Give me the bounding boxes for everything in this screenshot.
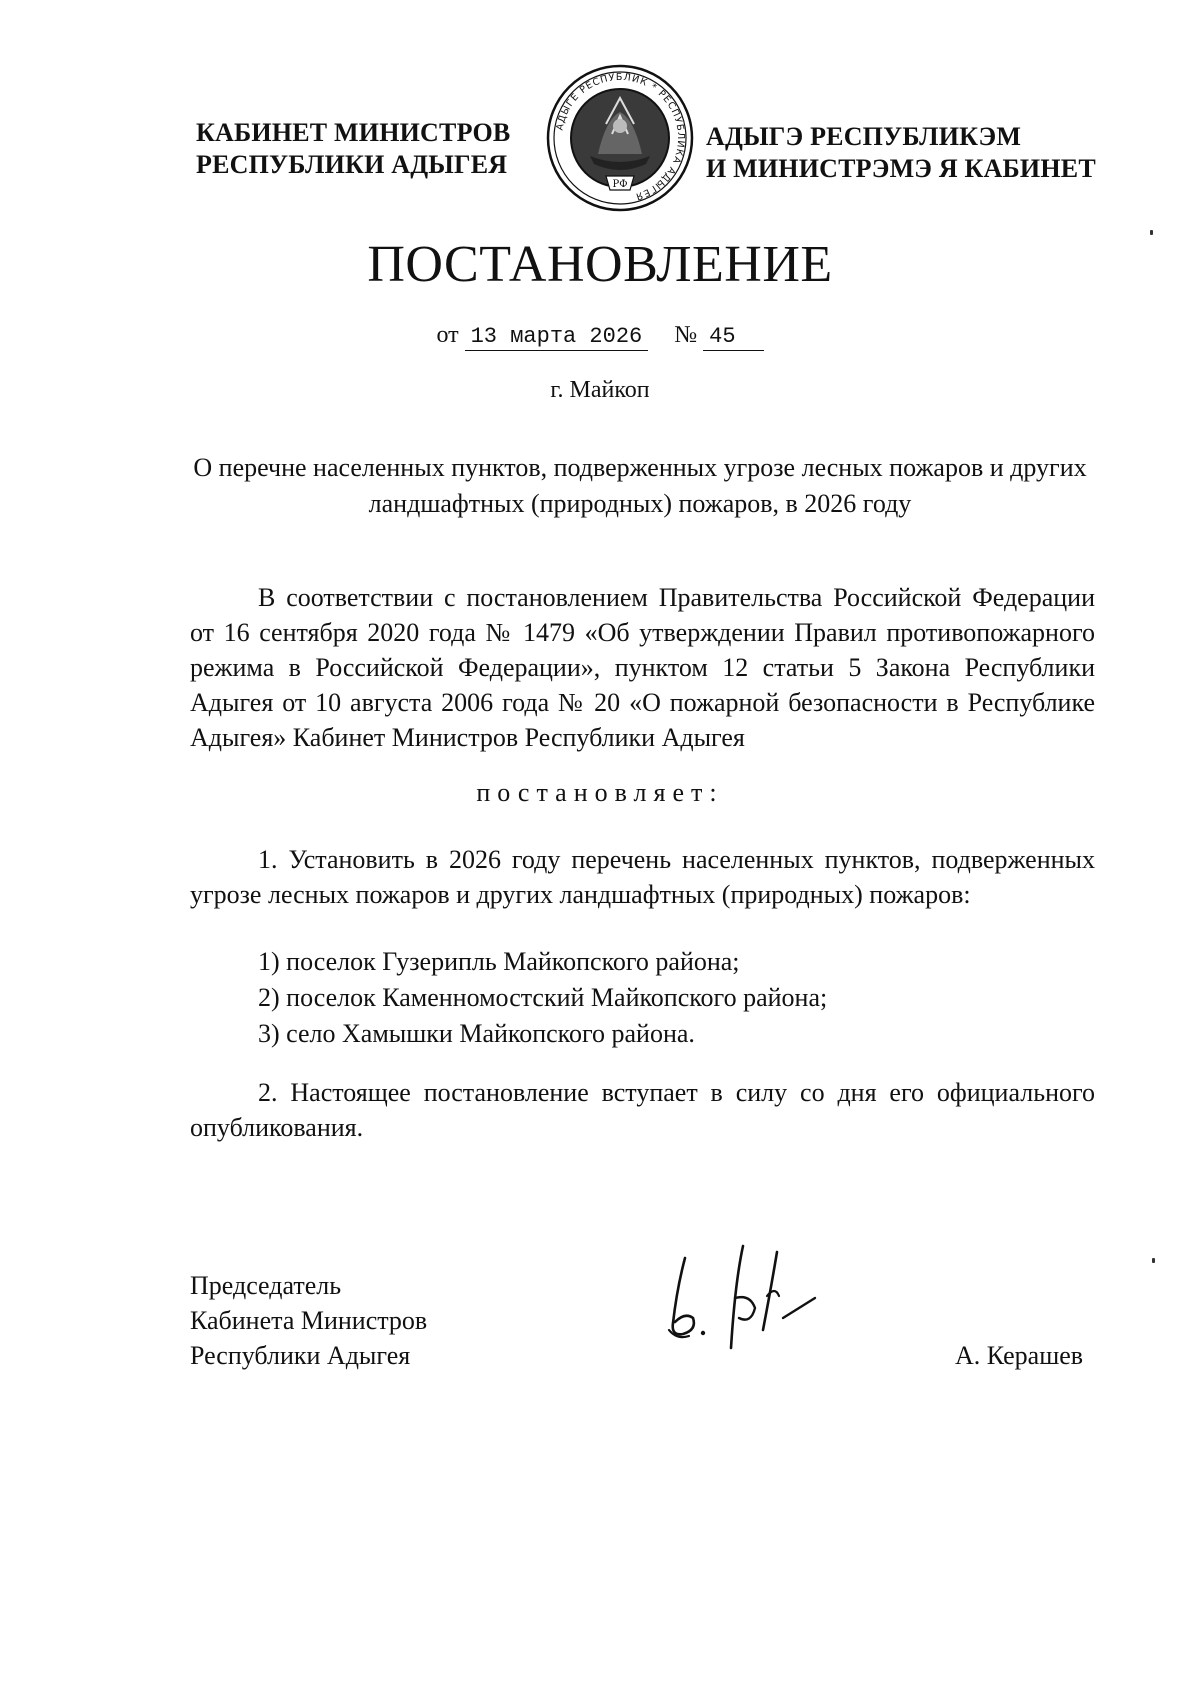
settlements-list [258, 944, 827, 1052]
scan-speck [1150, 230, 1153, 235]
coat-of-arms-emblem [546, 64, 694, 212]
header-right-line1: АДЫГЭ РЕСПУБЛИКЭМ [706, 122, 1022, 151]
document-title: ПОСТАНОВЛЕНИЕ [367, 236, 833, 293]
list-item: 3) село Хамышки Майкопского района. [258, 1019, 695, 1048]
header-right-line2: И МИНИСТРЭМЭ Я КАБИНЕТ [706, 154, 1096, 183]
emblem-bottom-text: РФ [612, 179, 628, 190]
header-left-line2: РЕСПУБЛИКИ АДЫГЕЯ [196, 150, 508, 179]
number-prefix: № [674, 322, 698, 348]
position-line2: Кабинета Министров [190, 1306, 428, 1335]
city: г. Майкоп [550, 377, 650, 403]
header-right [706, 121, 1106, 185]
emblem-ring-text: АДЫГЕ РЕСПУБЛИК * РЕСПУБЛИКА АДЫГЕЯ [554, 71, 687, 202]
header-left [196, 117, 536, 181]
document-date: 13 марта 2026 [465, 324, 649, 351]
list-item: 2) поселок Каменномостский Майкопского района; [258, 983, 828, 1012]
date-number-line [0, 320, 1200, 351]
header-left-line1: КАБИНЕТ МИНИСТРОВ [196, 118, 511, 147]
document-number: 45 [703, 324, 763, 351]
signatory-position [190, 1268, 427, 1373]
preamble-paragraph: В соответствии с постановлением Правительства Российской Федерации от 16 сентября 2020 года № 1479 «Об утверждении Правил противопожарного режима в Российской Федерации», пунктом 12 статьи 5 Закона Республики Адыгея от 10 августа 2006 года № 20 «О пожарной безопасности в Республике Адыгея» Кабинет Министров Республики Адыгея [190, 583, 1095, 752]
date-prefix: от [436, 322, 459, 348]
handwritten-signature [655, 1238, 835, 1358]
item-2-paragraph: 2. Настоящее постановление вступает в силу со дня его официального опубликования. [190, 1078, 1095, 1142]
position-line1: Председатель [190, 1271, 342, 1300]
item-1-paragraph: 1. Установить в 2026 году перечень населенных пунктов, подверженных угрозе лесных пожаров и других ландшафтных (природных) пожаров: [190, 845, 1095, 909]
signatory-name: А. Керашев [955, 1341, 1084, 1370]
position-line3: Республики Адыгея [190, 1341, 411, 1370]
scan-speck [1152, 1258, 1155, 1263]
list-item: 1) поселок Гузерипль Майкопского района; [258, 947, 740, 976]
document-subject: О перечне населенных пунктов, подверженных угрозе лесных пожаров и других ландшафтных (природных) пожаров, в 2026 году [193, 453, 1087, 518]
resolves-heading: постановляет: [476, 778, 724, 807]
